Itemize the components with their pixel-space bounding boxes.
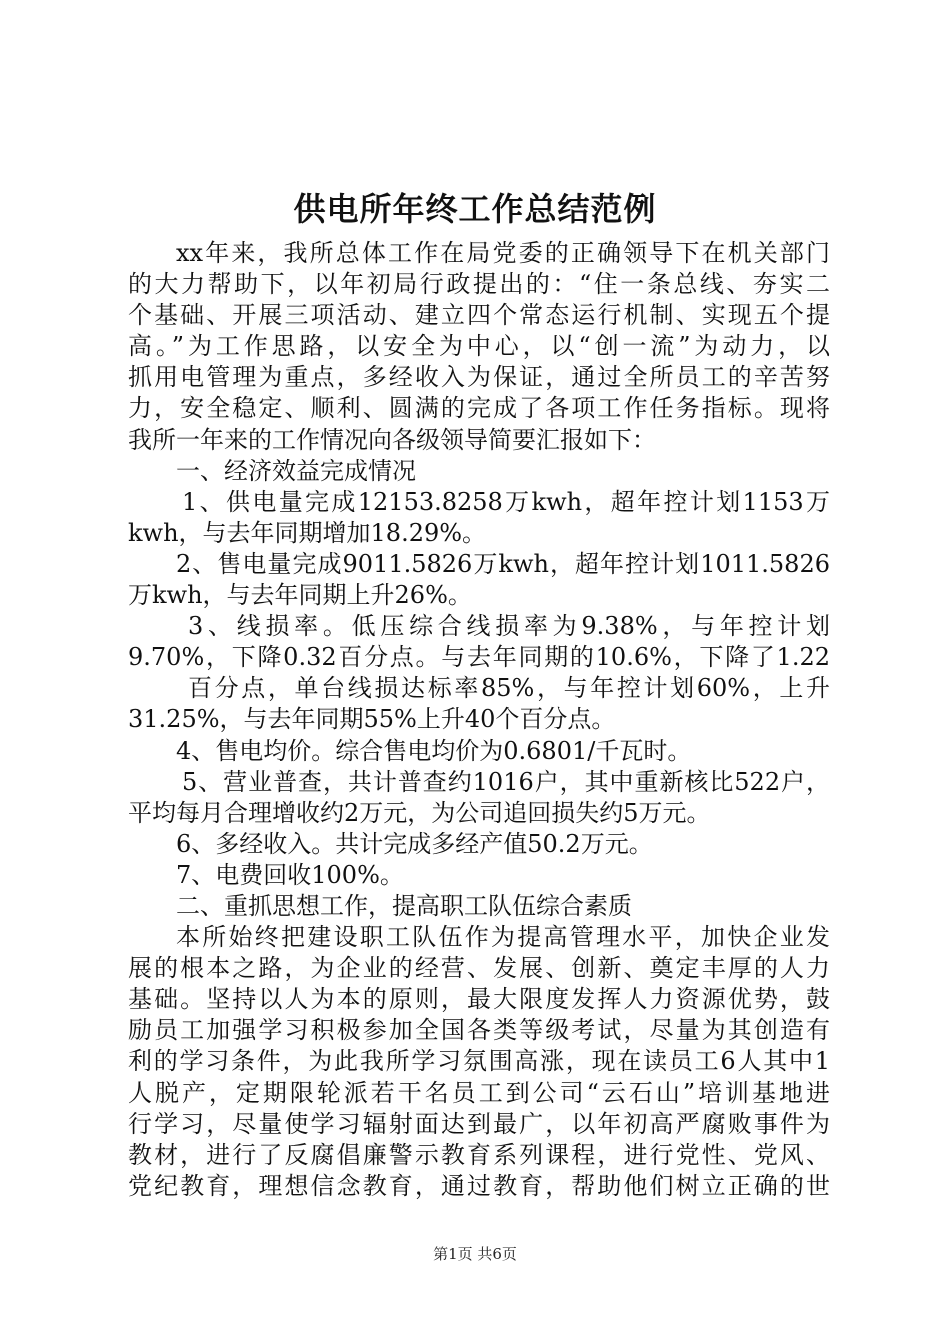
list-item-line: 万kwh，与去年同期上升26%。 xyxy=(128,581,472,610)
list-item-line: 31.25%，与去年同期55%上升40个百分点。 xyxy=(128,705,616,734)
list-item-line: kwh，与去年同期增加18.29%。 xyxy=(128,518,487,547)
list-item-line: 平均每月合理增收约2万元，为公司追回损失约5万元。 xyxy=(128,798,711,827)
section-heading: 二、重抓思想工作，提高职工队伍综合素质 xyxy=(176,891,632,920)
list-item-line: 4、售电均价。综合售电均价为0.6801/千瓦时。 xyxy=(176,736,692,765)
paragraph-line: 利的学习条件，为此我所学习氛围高涨，现在读员工6人其中1 xyxy=(128,1047,830,1076)
paragraph-line: 励员工加强学习积极参加全国各类等级考试，尽量为其创造有 xyxy=(128,1016,830,1045)
list-item-line: 3、线损率。低压综合线损率为9.38%，与年控计划 xyxy=(188,612,830,641)
list-item-line: 5、营业普查，共计普查约1016户，其中重新核比522户， xyxy=(182,767,830,796)
paragraph-line: xx年来，我所总体工作在局党委的正确领导下在机关部门 xyxy=(176,239,830,267)
list-item-line: 9.70%，下降0.32百分点。与去年同期的10.6%，下降了1.22 xyxy=(128,643,830,672)
paragraph-line: 的大力帮助下，以年初局行政提出的：“住一条总线、夯实二 xyxy=(128,270,830,299)
paragraph-line: 人脱产，定期限轮派若干名员工到公司“云石山”培训基地进 xyxy=(128,1078,830,1107)
paragraph-line: 党纪教育，理想信念教育，通过教育，帮助他们树立正确的世 xyxy=(128,1171,830,1200)
paragraph-line: 抓用电管理为重点，多经收入为保证，通过全所员工的辛苦努 xyxy=(128,363,830,392)
list-item-line: 百分点，单台线损达标率85%，与年控计划60%，上升 xyxy=(188,674,830,703)
list-item-line: 2、售电量完成9011.5826万kwh，超年控计划1011.5826 xyxy=(176,549,830,578)
section-heading: 一、经济效益完成情况 xyxy=(176,456,416,485)
paragraph-line: 高。”为工作思路，以安全为中心，以“创一流”为动力，以 xyxy=(128,332,830,361)
list-item-line: 6、多经收入。共计完成多经产值50.2万元。 xyxy=(176,829,653,858)
list-item-line: 7、电费回收100%。 xyxy=(176,860,404,889)
paragraph-line: 个基础、开展三项活动、建立四个常态运行机制、实现五个提 xyxy=(128,301,830,330)
paragraph-line: 教材，进行了反腐倡廉警示教育系列课程，进行党性、党风、 xyxy=(128,1140,830,1169)
paragraph-line: 展的根本之路，为企业的经营、发展、创新、奠定丰厚的人力 xyxy=(128,954,830,983)
paragraph-line: 力，安全稳定、顺利、圆满的完成了各项工作任务指标。现将 xyxy=(128,394,830,423)
paragraph-line: 基础。坚持以人为本的原则，最大限度发挥人力资源优势，鼓 xyxy=(128,985,830,1014)
paragraph-line: 我所一年来的工作情况向各级领导简要汇报如下： xyxy=(128,425,656,454)
list-item-line: 1、供电量完成12153.8258万kwh，超年控计划1153万 xyxy=(182,487,830,516)
document-body xyxy=(128,238,830,1202)
paragraph-line: 本所始终把建设职工队伍作为提高管理水平，加快企业发 xyxy=(176,923,830,952)
page-number-footer: 第1页 共6页 xyxy=(433,1245,517,1263)
document-title: 供电所年终工作总结范例 xyxy=(293,190,657,228)
paragraph-line: 行学习，尽量使学习辐射面达到最广，以年初高严腐败事件为 xyxy=(128,1109,830,1138)
